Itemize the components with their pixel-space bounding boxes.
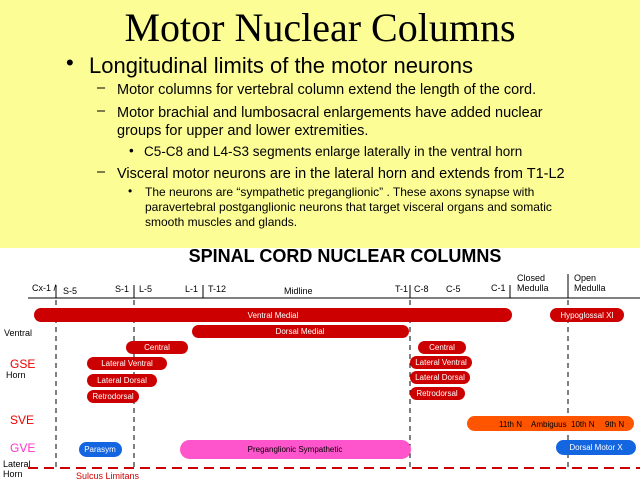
segment-label: L-5 <box>139 284 153 294</box>
spinal-cord-diagram <box>0 248 640 480</box>
bullet-sub2-line2: groups for upper and lower extremities. <box>117 123 369 139</box>
row-label-lateral-horn: Horn <box>3 469 23 479</box>
segment-label: C-8 <box>414 284 429 294</box>
bullet-main: Longitudinal limits of the motor neurons <box>89 53 473 78</box>
nucleus-label: Hypoglossal XI <box>560 311 614 320</box>
segment-label: Cx-1 / <box>32 283 57 293</box>
bullet-sub3-child-line1: The neurons are “sympathetic preganglionic” . These axons synapse with <box>145 185 535 199</box>
nucleus-label: Lateral Dorsal <box>415 373 465 382</box>
bullet-sub1: Motor columns for vertebral column extend the length of the cord. <box>117 82 537 98</box>
dash-marker: – <box>97 103 106 119</box>
row-label-gse: GSE <box>10 357 36 371</box>
segment-label: Midline <box>284 286 313 296</box>
nucleus-label: Lateral Ventral <box>101 359 153 368</box>
dash-marker: – <box>97 80 106 96</box>
row-label-gve: GVE <box>10 441 36 455</box>
segment-label: C-1 <box>491 283 506 293</box>
bullet-sub3: Visceral motor neurons are in the lateral horn and extends from T1-L2 <box>117 166 565 182</box>
nucleus-label: Dorsal Medial <box>275 327 325 336</box>
segment-label: T-1 <box>395 284 409 294</box>
nucleus-label: Parasym <box>84 445 116 454</box>
bullet-sub2-line1: Motor brachial and lumbosacral enlargements have added nuclear <box>117 105 543 121</box>
nucleus-label: Ventral Medial <box>247 311 299 320</box>
segment-label: Medulla <box>517 283 549 293</box>
nucleus-label: 10th N <box>571 420 595 429</box>
nucleus-label: Preganglionic Sympathetic <box>247 445 343 454</box>
segment-label: Open <box>574 273 597 283</box>
nucleus-label: Ambiguus <box>531 420 567 429</box>
nucleus-label: Lateral Ventral <box>415 358 467 367</box>
bullet-dot: • <box>66 50 74 75</box>
row-label-horn: Horn <box>6 370 26 380</box>
segment-label: L-1 <box>185 284 199 294</box>
segment-label: S-1 <box>115 284 130 294</box>
bullet-dot: • <box>128 184 133 198</box>
row-label-lateral: Lateral <box>3 459 31 469</box>
bullet-sub3-child-line3: smooth muscles and glands. <box>145 215 298 229</box>
nucleus-label: Central <box>144 343 170 352</box>
nucleus-label: Retrodorsal <box>416 389 458 398</box>
sulcus-limitans-label: Sulcus Limitans <box>76 471 140 480</box>
nucleus-label: Lateral Dorsal <box>97 376 147 385</box>
bullet-sub2-child: C5-C8 and L4-S3 segments enlarge laterally in the ventral horn <box>144 144 523 159</box>
row-label-sve: SVE <box>10 413 35 427</box>
dash-marker: – <box>97 164 106 180</box>
nucleus-label: 9th N <box>605 420 625 429</box>
nucleus-label: Central <box>429 343 455 352</box>
nucleus-label: Dorsal Motor X <box>569 443 623 452</box>
segment-label: Medulla <box>574 283 606 293</box>
segment-label: C-5 <box>446 284 461 294</box>
segment-label: S-5 <box>63 286 78 296</box>
nucleus-label: 11th N <box>499 420 522 429</box>
nucleus-label: Retrodorsal <box>92 392 134 401</box>
bullet-sub3-child-line2: paravertebral postganglionic neurons that target visceral organs and somatic <box>145 200 552 214</box>
segment-label: T-12 <box>208 284 227 294</box>
row-label-ventral: Ventral <box>4 328 33 338</box>
diagram-title: SPINAL CORD NUCLEAR COLUMNS <box>188 248 502 266</box>
slide-title: Motor Nuclear Columns <box>124 5 516 50</box>
bullet-dot: • <box>129 143 134 158</box>
segment-label: Closed <box>517 273 546 283</box>
